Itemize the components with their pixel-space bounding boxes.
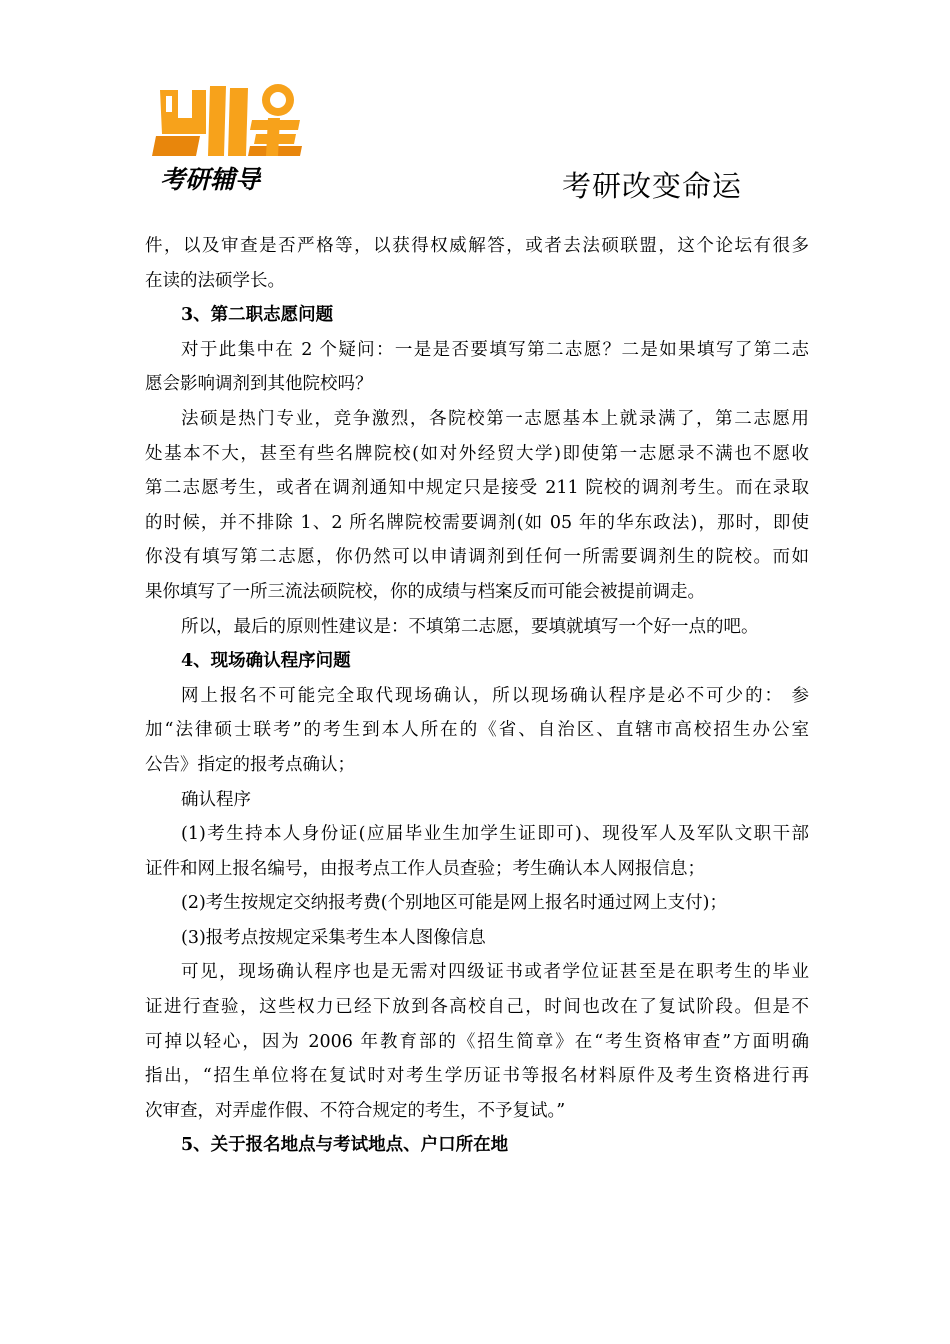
text-line: 次审查，对弄虚作假、不符合规定的考生，不予复试。”: [145, 1100, 566, 1121]
text-line: 对于此集中在 2 个疑问：一是是否要填写第二志愿？二是如果填写了第二志: [181, 339, 809, 360]
paragraph: [145, 679, 809, 783]
text-line: 可掉以轻心，因为 2006 年教育部的《招生简章》在“考生资格审查”方面明确: [145, 1031, 809, 1052]
text-line: 件，以及审查是否严格等，以获得权威解答，或者去法硕联盟，这个论坛有很多: [145, 236, 809, 256]
text-line: 你没有填写第二志愿，你仍然可以申请调剂到任何一所需要调剂生的院校。而如: [145, 547, 809, 568]
text-line: (2)考生按规定交纳报考费(个别地区可能是网上报名时通过网上支付)；: [181, 893, 727, 914]
section-heading: [145, 1128, 809, 1163]
heading-text: 5、关于报名地点与考试地点、户口所在地: [181, 1135, 509, 1156]
text-line: 愿会影响调剂到其他院校吗？: [145, 374, 373, 395]
paragraph: [145, 402, 809, 610]
logo: [152, 78, 302, 196]
section-heading: [145, 644, 809, 679]
paragraph: [145, 955, 809, 1128]
text-line: 果你填写了一所三流法硕院校，你的成绩与档案反而可能会被提前调走。: [145, 581, 705, 602]
paragraph: [145, 333, 809, 402]
text-line: 证进行查验，这些权力已经下放到各高校自己，时间也改在了复试阶段。但是不: [145, 997, 809, 1018]
text-line: 加“法律硕士联考”的考生到本人所在的《省、自治区、直辖市高校招生办公室: [145, 720, 809, 741]
paragraph: [145, 783, 809, 818]
heading-text: 3、第二职志愿问题: [181, 305, 334, 326]
text-line: 公告》指定的报考点确认；: [145, 754, 355, 775]
text-line: 确认程序: [181, 789, 251, 810]
section-heading: [145, 298, 809, 333]
paragraph: [145, 610, 809, 645]
text-line: 法硕是热门专业，竞争激烈，各院校第一志愿基本上就录满了，第二志愿用: [181, 408, 809, 429]
paragraph: [145, 817, 809, 886]
text-line: 证件和网上报名编号，由报考点工作人员查验；考生确认本人网报信息；: [145, 858, 705, 879]
text-line: 的时候，并不排除 1、2 所名牌院校需要调剂(如 05 年的华东政法)，那时，即使: [145, 512, 809, 533]
text-line: 所以，最后的原则性建议是：不填第二志愿，要填就填写一个好一点的吧。: [181, 616, 759, 637]
heading-text: 4、现场确认程序问题: [181, 651, 351, 672]
slogan: 考研改变命运: [562, 169, 743, 203]
text-line: (3)报考点按规定采集考生本人图像信息: [181, 927, 486, 948]
paragraph: [145, 229, 809, 298]
paragraph: [145, 921, 809, 956]
text-line: 在读的法硕学长。: [145, 270, 285, 291]
logo-subtitle: 考研辅导: [160, 165, 261, 194]
text-line: (1)考生持本人身份证(应届毕业生加学生证即可)、现役军人及军队文职干部: [181, 824, 809, 845]
paragraph: [145, 886, 809, 921]
text-line: 指出，“招生单位将在复试时对考生学历证书等报名材料原件及考生资格进行再: [145, 1066, 809, 1087]
text-line: 可见，现场确认程序也是无需对四级证书或者学位证甚至是在职考生的毕业: [181, 962, 809, 983]
document-body: [145, 229, 809, 1163]
text-line: 网上报名不可能完全取代现场确认，所以现场确认程序是必不可少的： 参: [181, 685, 809, 706]
text-line: 处基本不大，甚至有些名牌院校(如对外经贸大学)即使第一志愿录不满也不愿收: [145, 443, 809, 464]
logo-mark: [152, 84, 302, 156]
text-line: 第二志愿考生，或者在调剂通知中规定只是接受 211 院校的调剂考生。而在录取: [145, 478, 809, 499]
